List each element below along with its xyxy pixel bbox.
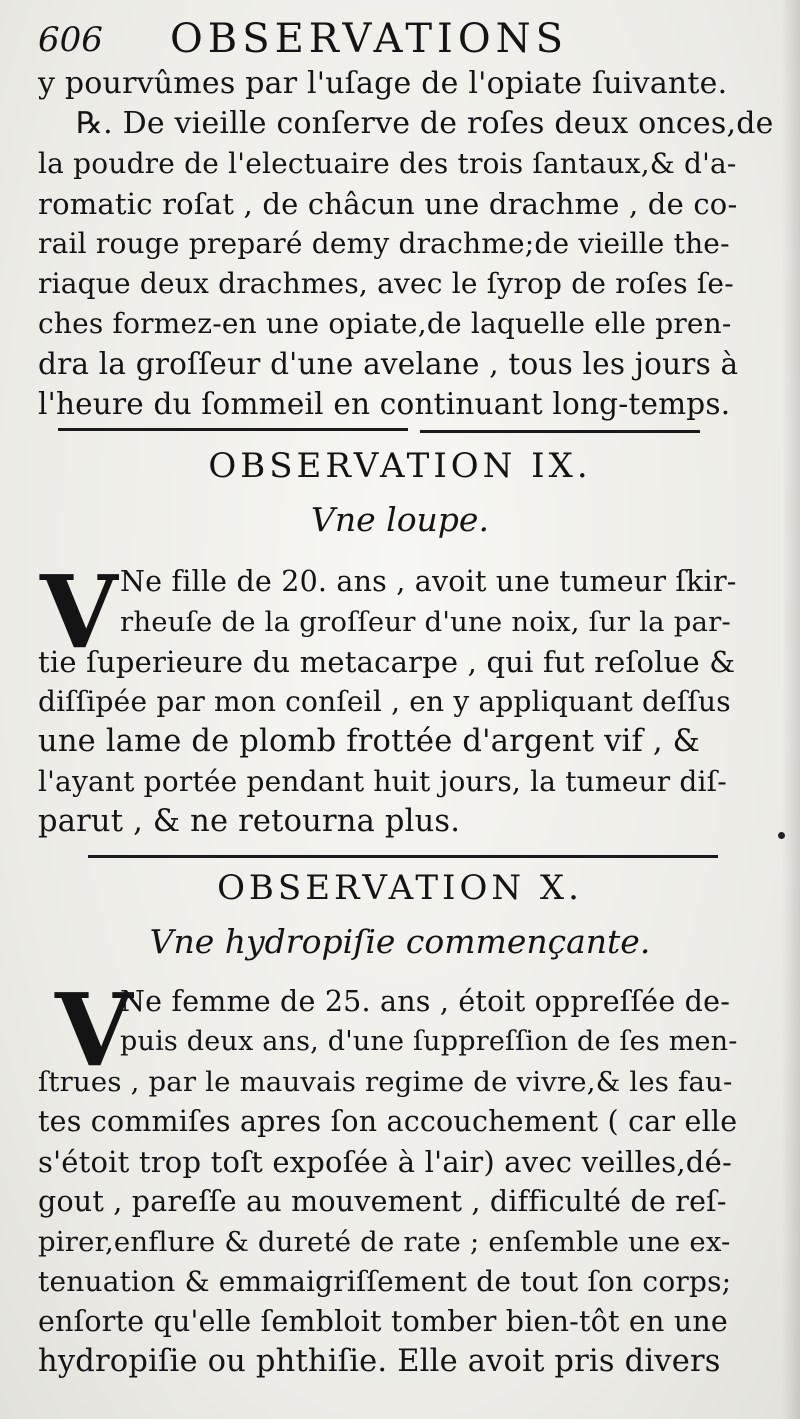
section-rule (88, 855, 718, 858)
text-line: enſorte qu'elle ſembloit tomber bien-tôt en une (38, 1305, 728, 1338)
text-line: une lame de plomb frottée d'argent vif , & (38, 724, 700, 759)
section-rule (420, 430, 700, 433)
text-line: riaque deux drachmes, avec le ſyrop de roſes ſe- (38, 267, 734, 300)
ink-speck (778, 832, 785, 839)
text-line: rheuſe de la groſſeur d'une noix, ſur la par- (120, 606, 731, 638)
text-line: dra la groſſeur d'une avelane , tous les jours à (38, 347, 739, 381)
running-title: OBSERVATIONS (170, 16, 569, 62)
text-line: tenuation & emmaigriſſement de tout ſon corps; (38, 1265, 732, 1298)
page-header (38, 14, 738, 64)
text-line: tie ſuperieure du metacarpe , qui fut reſolue & (38, 645, 736, 679)
text-line: tes commiſes apres ſon accouchement ( car elle (38, 1105, 738, 1138)
text-line: gout , pareſſe au mouvement , difficulté de reſ- (38, 1185, 727, 1218)
drop-cap: V (40, 553, 118, 671)
text-line: Ne fille de 20. ans , avoit une tumeur ſkir- (120, 565, 737, 598)
text-line: diſſipée par mon conſeil , en y appliquant deſſus (38, 685, 731, 718)
text-line: Ne femme de 25. ans , étoit oppreſſée de- (120, 985, 731, 1018)
section-rule (58, 428, 408, 431)
text-line: y pourvûmes par l'uſage de l'opiate ſuivante. (38, 66, 728, 101)
text-line: romatic roſat , de châcun une drachme , de co- (38, 187, 738, 221)
page-edge-shadow (782, 0, 800, 1419)
observation-subtitle: Vne hydropiſie commençante. (149, 922, 651, 961)
text-line: pirer,enflure & dureté de rate ; enſemble une ex- (38, 1226, 731, 1258)
text-line: puis deux ans, d'une ſuppreſſion de ſes men- (120, 1026, 738, 1057)
text-line: l'ayant portée pendant huit jours, la tumeur diſ- (38, 765, 727, 798)
text-line: parut , & ne retourna plus. (38, 804, 461, 839)
text-line: rail rouge preparé demy drachme;de vieille the- (38, 227, 730, 260)
text-line: ches formez-en une opiate,de laquelle elle pren- (38, 307, 732, 340)
text-line: la poudre de l'electuaire des trois ſantaux,& d'a- (38, 147, 737, 180)
text-line: hydropiſie ou phthiſie. Elle avoit pris divers (38, 1344, 721, 1379)
observation-title: OBSERVATION X. (217, 868, 583, 908)
text-line: l'heure du ſommeil en continuant long-temps. (38, 387, 731, 421)
page-number: 606 (38, 20, 103, 60)
observation-title: OBSERVATION IX. (208, 446, 592, 486)
text-line: ℞. De vieille conſerve de roſes deux onces,de (76, 106, 774, 141)
observation-subtitle: Vne loupe. (311, 500, 489, 539)
text-line: s'étoit trop toſt expoſée à l'air) avec veilles,dé- (38, 1145, 732, 1179)
text-line: ſtrues , par le mauvais regime de vivre,& les fau- (38, 1066, 733, 1098)
drop-cap: V (55, 971, 133, 1089)
